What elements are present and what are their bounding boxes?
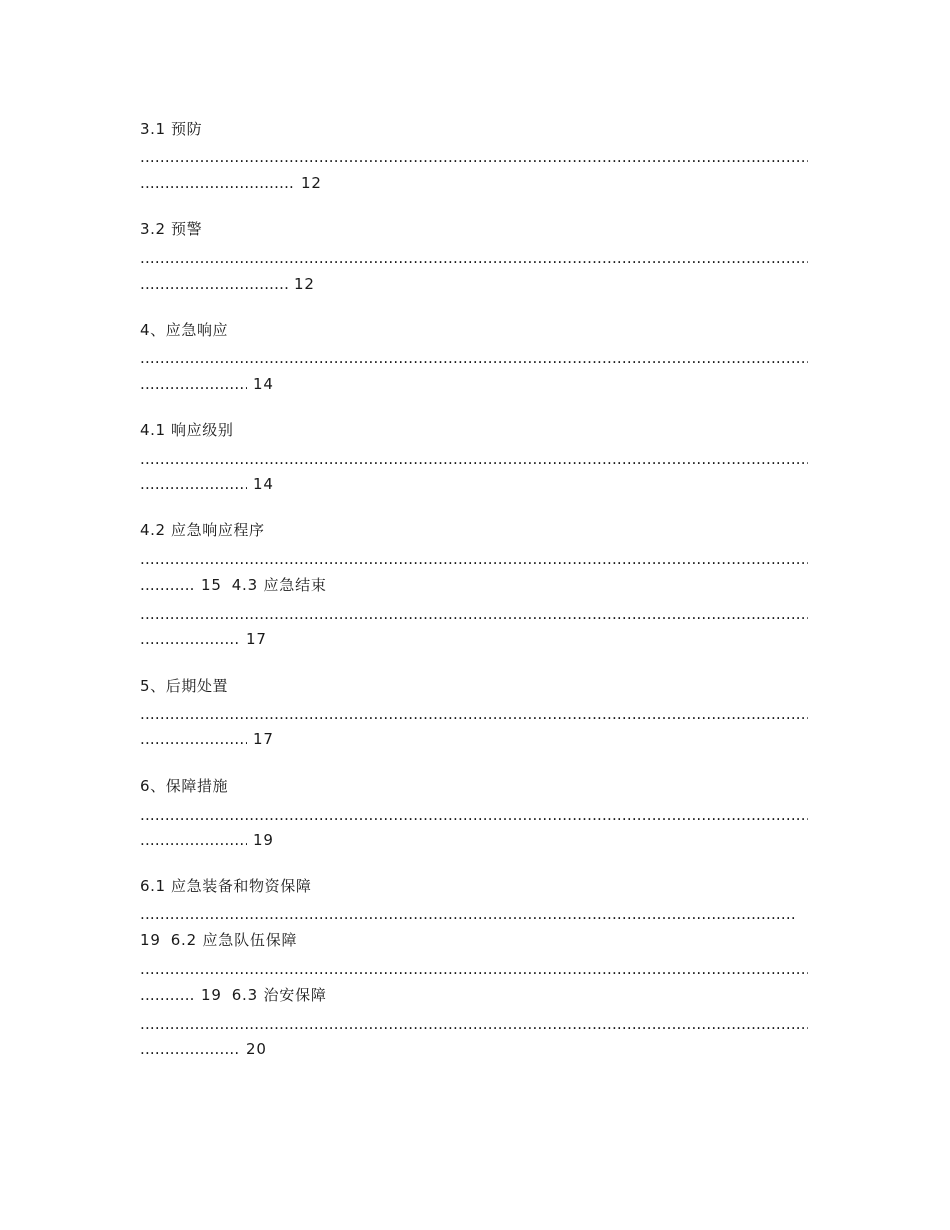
toc-heading: 3.1 预防 [140, 120, 203, 138]
toc-page-number: 19 [140, 931, 161, 949]
toc-leader [140, 449, 808, 469]
toc-page-number: 15 [201, 576, 222, 594]
toc-tail [140, 830, 274, 850]
toc-leader [140, 348, 808, 368]
toc-tail [140, 274, 315, 294]
toc-page-number: 12 [294, 275, 315, 293]
toc-tail [140, 629, 267, 649]
toc-tail [140, 173, 322, 193]
toc-tail [140, 729, 274, 749]
toc-leader [140, 959, 808, 979]
toc-heading: 4.1 响应级别 [140, 421, 234, 439]
toc-leader [140, 604, 808, 624]
toc-leader [140, 147, 808, 167]
toc-tail [140, 930, 297, 950]
toc-heading: 4、应急响应 [140, 321, 229, 339]
toc-leader [140, 248, 808, 268]
toc-tail [140, 1039, 267, 1059]
toc-heading: 3.2 预警 [140, 220, 203, 238]
toc-page-number: 12 [301, 174, 322, 192]
toc-page-number: 17 [253, 730, 274, 748]
toc-page-number: 19 [253, 831, 274, 849]
toc-heading: 6.2 应急队伍保障 [170, 931, 298, 949]
toc-page-number: 20 [246, 1040, 267, 1058]
toc-leader [140, 904, 796, 924]
toc-page-number: 19 [201, 986, 222, 1004]
toc-page-number: 17 [246, 630, 267, 648]
toc-heading: 6.3 治安保障 [231, 986, 327, 1004]
toc-leader [140, 805, 808, 825]
toc-leader [140, 549, 808, 569]
toc-heading: 6、保障措施 [140, 777, 229, 795]
toc-leader [140, 704, 808, 724]
toc-tail [140, 575, 327, 595]
toc-heading: 6.1 应急装备和物资保障 [140, 877, 312, 895]
toc-tail [140, 474, 274, 494]
toc-tail [140, 985, 327, 1005]
toc-page-number: 14 [253, 475, 274, 493]
toc-heading: 4.2 应急响应程序 [140, 521, 265, 539]
toc-page-number: 14 [253, 375, 274, 393]
toc-leader [140, 1014, 808, 1034]
toc-heading: 5、后期处置 [140, 677, 229, 695]
toc-heading: 4.3 应急结束 [231, 576, 327, 594]
toc-tail [140, 374, 274, 394]
